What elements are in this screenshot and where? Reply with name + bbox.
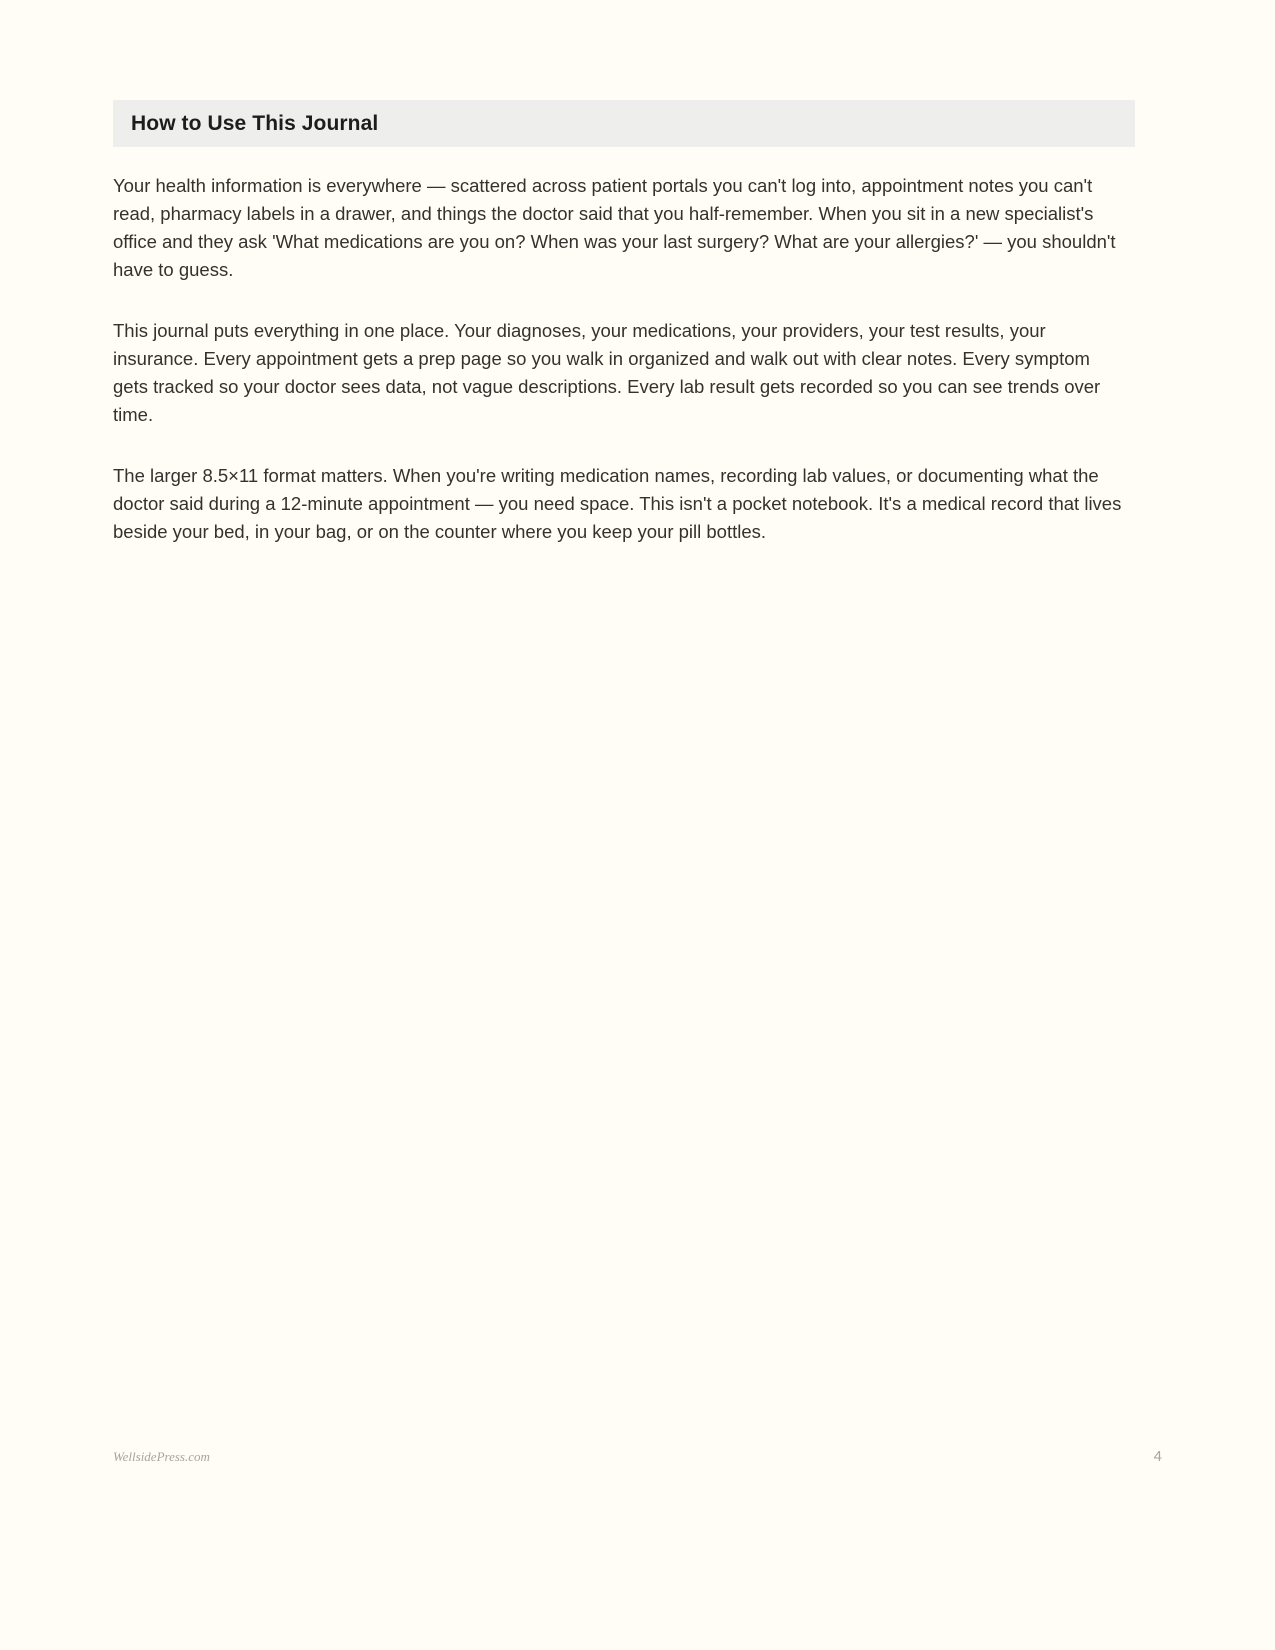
footer-page-number: 4	[1153, 1448, 1162, 1465]
page-footer	[113, 1448, 1162, 1465]
paragraph-intro: Your health information is everywhere — scattered across patient portals you can't log into, appointment notes you can't read, pharmacy labels in a drawer, and things the doctor said that you half-remember. When you sit in a new specialist's office and they ask 'What medications are you on? When was your last surgery? What are your allergies?' — you shouldn't have to guess.	[113, 175, 1116, 280]
paragraph-contents: This journal puts everything in one place. Your diagnoses, your medications, your providers, your test results, your insurance. Every appointment gets a prep page so you walk in organized and walk out with clear notes. Every symptom gets tracked so your doctor sees data, not vague descriptions. Every lab result gets recorded so you can see trends over time.	[113, 320, 1101, 425]
page-title: How to Use This Journal	[131, 111, 379, 135]
footer-brand: WellsidePress.com	[113, 1448, 210, 1464]
paragraph-format: The larger 8.5×11 format matters. When you're writing medication names, recording lab values, or documenting what the doctor said during a 12-minute appointment — you need space. This isn't a pocket notebook. It's a medical record that lives beside your bed, in your bag, or on the counter where you keep your pill bottles.	[113, 465, 1122, 542]
body-copy	[113, 172, 1123, 546]
section-header	[113, 100, 1135, 147]
